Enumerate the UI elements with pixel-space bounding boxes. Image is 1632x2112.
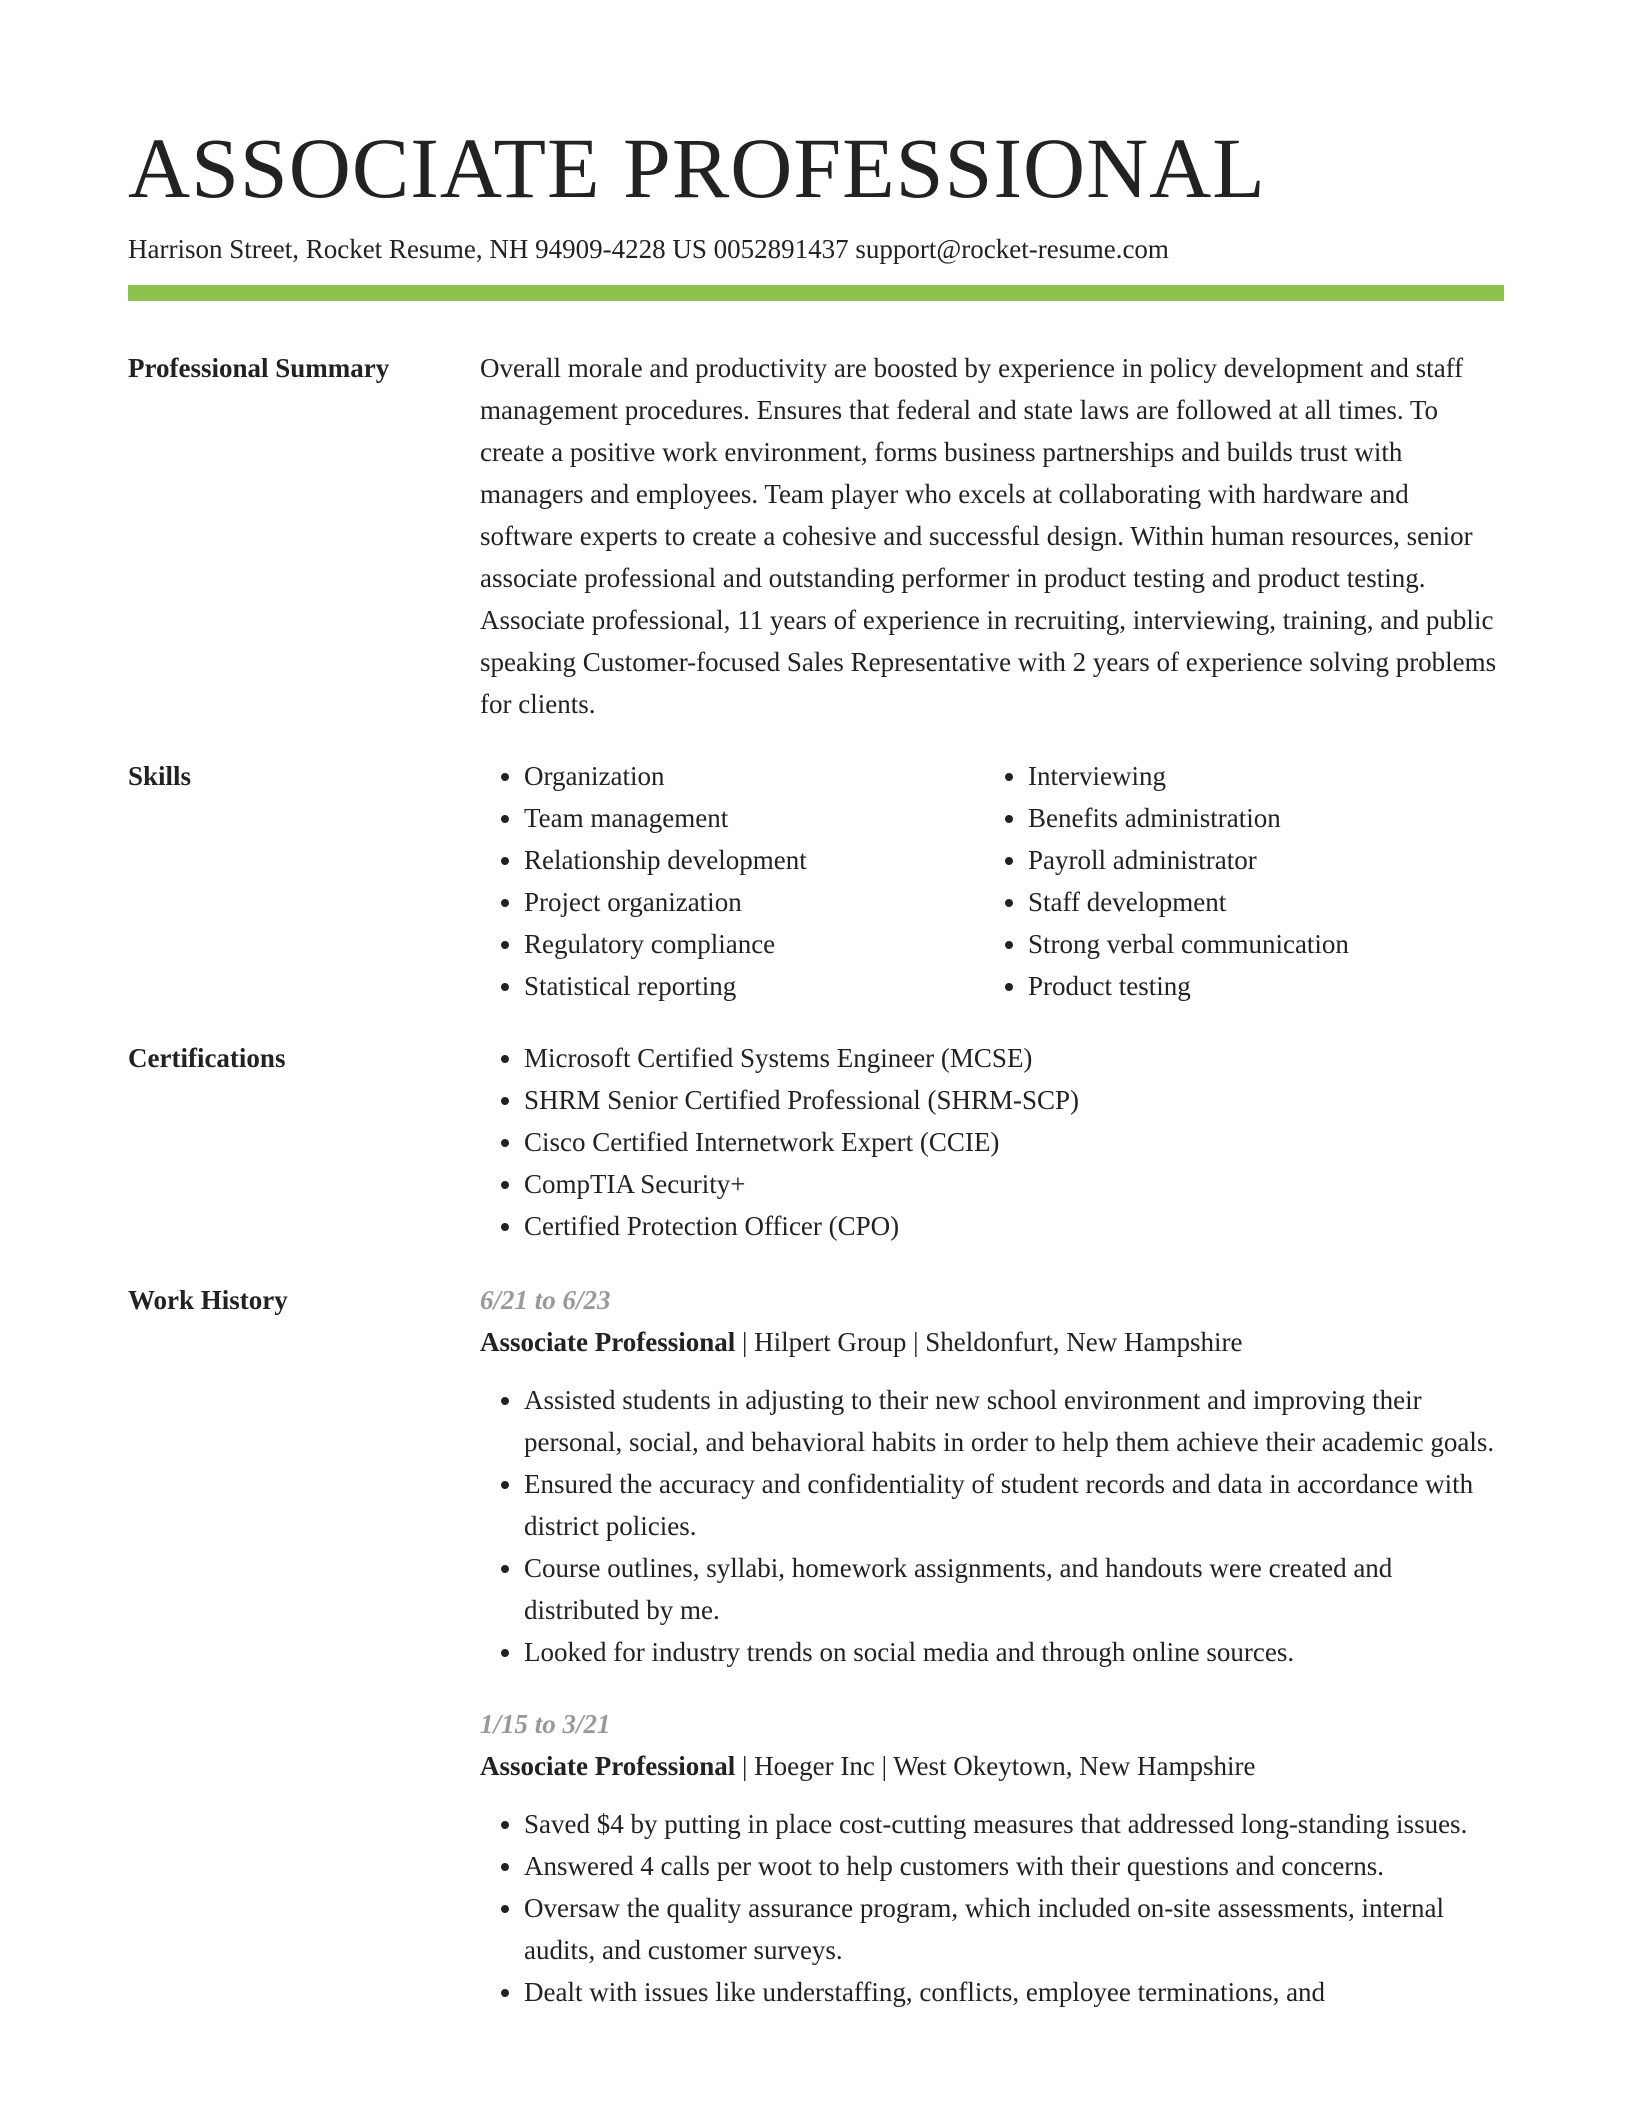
header-divider bbox=[128, 285, 1504, 301]
job-bullet: • Dealt with issues like understaffing, conflicts, employee terminations, and bbox=[524, 1971, 1504, 2013]
job-details: | Hoeger Inc | West Okeytown, New Hampshire bbox=[735, 1751, 1256, 1781]
job-dates: 6/21 to 6/23 bbox=[480, 1285, 611, 1315]
job-bullet: • Saved $4 by putting in place cost-cutting measures that addressed long-standing issues. bbox=[524, 1803, 1504, 1845]
summary-text: Overall morale and productivity are boosted by experience in policy development and staff management procedures. Ensures that federal and state laws are followed at all times. To create a positive work environment, forms business partnerships and builds trust with managers and employees. Team player who excels at collaborating with hardware and software experts to create a cohesive and successful design. Within human resources, senior associate professional and outstanding performer in product testing and product testing. Associate professional, 11 years of experience in recruiting, interviewing, training, and public speaking Customer-focused Sales Representative with 2 years of experience solving problems for clients. bbox=[480, 353, 1497, 719]
certifications-heading: Certifications bbox=[128, 1043, 286, 1073]
job-bullet: • Assisted students in adjusting to their new school environment and improving their personal, social, and behavioral habits in order to help them achieve their academic goals. bbox=[524, 1379, 1504, 1463]
job-bullets bbox=[480, 1379, 1504, 1673]
skills-column-right bbox=[984, 755, 1488, 1007]
job-heading bbox=[480, 1745, 1504, 1787]
skill-item: • Regulatory compliance bbox=[524, 923, 984, 965]
skill-item: • Team management bbox=[524, 797, 984, 839]
skill-item: • Product testing bbox=[1028, 965, 1488, 1007]
skills-heading: Skills bbox=[128, 761, 192, 791]
job-bullet: • Ensured the accuracy and confidentiality of student records and data in accordance with district policies. bbox=[524, 1463, 1504, 1547]
skill-item: • Strong verbal communication bbox=[1028, 923, 1488, 965]
job-bullet: • Course outlines, syllabi, homework assignments, and handouts were created and distributed by me. bbox=[524, 1547, 1504, 1631]
job-title: Associate Professional bbox=[480, 1751, 736, 1781]
job-entry bbox=[480, 1703, 1504, 2013]
certifications-list bbox=[480, 1037, 1504, 1247]
job-bullet: • Looked for industry trends on social media and through online sources. bbox=[524, 1631, 1504, 1673]
job-bullet: • Oversaw the quality assurance program, which included on-site assessments, internal audits, and customer surveys. bbox=[524, 1887, 1504, 1971]
skill-item: • Interviewing bbox=[1028, 755, 1488, 797]
job-entry bbox=[480, 1279, 1504, 1673]
certification-item: • Cisco Certified Internetwork Expert (CCIE) bbox=[524, 1121, 1504, 1163]
certification-item: • Microsoft Certified Systems Engineer (MCSE) bbox=[524, 1037, 1504, 1079]
work-history-body bbox=[480, 1279, 1504, 2013]
skills-column-left bbox=[480, 755, 984, 1007]
skills-list-right bbox=[984, 755, 1488, 1007]
certification-item: • SHRM Senior Certified Professional (SHRM-SCP) bbox=[524, 1079, 1504, 1121]
skill-item: • Organization bbox=[524, 755, 984, 797]
skill-item: • Staff development bbox=[1028, 881, 1488, 923]
job-dates: 1/15 to 3/21 bbox=[480, 1709, 611, 1739]
contact-line: Harrison Street, Rocket Resume, NH 94909-4228 US 0052891437 support@rocket-resume.com bbox=[128, 234, 1169, 264]
certification-item: • CompTIA Security+ bbox=[524, 1163, 1504, 1205]
skills-list-left bbox=[480, 755, 984, 1007]
skill-item: • Benefits administration bbox=[1028, 797, 1488, 839]
skills-body bbox=[480, 755, 1504, 1007]
skill-item: • Payroll administrator bbox=[1028, 839, 1488, 881]
job-bullets bbox=[480, 1803, 1504, 2013]
skill-item: • Relationship development bbox=[524, 839, 984, 881]
summary-body bbox=[480, 347, 1504, 725]
summary-heading: Professional Summary bbox=[128, 353, 390, 383]
certification-item: • Certified Protection Officer (CPO) bbox=[524, 1205, 1504, 1247]
skills-columns bbox=[480, 755, 1504, 1007]
job-bullet: • Answered 4 calls per woot to help customers with their questions and concerns. bbox=[524, 1845, 1504, 1887]
job-heading bbox=[480, 1321, 1504, 1363]
skill-item: • Project organization bbox=[524, 881, 984, 923]
job-title: Associate Professional bbox=[480, 1327, 736, 1357]
resume-name: ASSOCIATE PROFESSIONAL bbox=[128, 120, 1266, 216]
work-history-heading: Work History bbox=[128, 1285, 288, 1315]
skill-item: • Statistical reporting bbox=[524, 965, 984, 1007]
job-details: | Hilpert Group | Sheldonfurt, New Hampshire bbox=[735, 1327, 1243, 1357]
certifications-body bbox=[480, 1037, 1504, 1247]
